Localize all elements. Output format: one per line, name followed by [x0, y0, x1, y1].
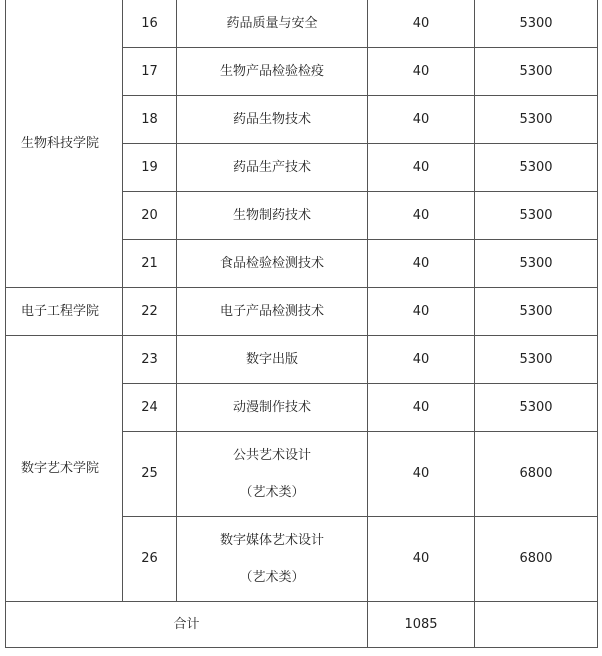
tuition-fee: 5300 [475, 48, 598, 96]
major-name: 动漫制作技术 [177, 384, 368, 432]
plan-count: 40 [368, 144, 475, 192]
tuition-fee: 5300 [475, 0, 598, 48]
row-number: 19 [123, 144, 177, 192]
row-number: 23 [123, 336, 177, 384]
total-label: 合计 [6, 602, 368, 648]
plan-count: 40 [368, 240, 475, 288]
plan-count: 40 [368, 432, 475, 517]
row-number: 17 [123, 48, 177, 96]
table-row [6, 0, 598, 48]
row-number: 24 [123, 384, 177, 432]
tuition-fee: 5300 [475, 240, 598, 288]
major-name: 数字出版 [177, 336, 368, 384]
row-number: 18 [123, 96, 177, 144]
plan-count: 40 [368, 96, 475, 144]
tuition-fee: 5300 [475, 192, 598, 240]
major-name: 药品生产技术 [177, 144, 368, 192]
tuition-fee: 6800 [475, 517, 598, 602]
major-name: 生物产品检验检疫 [177, 48, 368, 96]
tuition-fee: 5300 [475, 288, 598, 336]
major-name: 药品生物技术 [177, 96, 368, 144]
major-title: 数字媒体艺术设计 [219, 532, 324, 548]
row-number: 25 [123, 432, 177, 517]
plan-count: 40 [368, 288, 475, 336]
major-category-note: （艺术类） [239, 569, 305, 585]
major-category-note: （艺术类） [239, 484, 305, 500]
total-fee [475, 602, 598, 648]
table-row [6, 336, 598, 384]
plan-count: 40 [368, 48, 475, 96]
major-name [177, 517, 368, 602]
major-name: 食品检验检测技术 [177, 240, 368, 288]
college-cell: 电子工程学院 [6, 288, 123, 336]
row-number: 21 [123, 240, 177, 288]
total-row [6, 602, 598, 648]
table-row [6, 288, 598, 336]
major-name: 电子产品检测技术 [177, 288, 368, 336]
tuition-fee: 5300 [475, 144, 598, 192]
major-name: 药品质量与安全 [177, 0, 368, 48]
tuition-fee: 6800 [475, 432, 598, 517]
college-cell: 数字艺术学院 [6, 336, 123, 602]
row-number: 16 [123, 0, 177, 48]
major-name: 生物制药技术 [177, 192, 368, 240]
plan-count: 40 [368, 192, 475, 240]
enrollment-fee-table [5, 0, 598, 648]
total-plan-count: 1085 [368, 602, 475, 648]
plan-count: 40 [368, 384, 475, 432]
plan-count: 40 [368, 336, 475, 384]
major-title: 公共艺术设计 [232, 447, 311, 463]
tuition-fee: 5300 [475, 96, 598, 144]
row-number: 20 [123, 192, 177, 240]
college-cell: 生物科技学院 [6, 0, 123, 288]
major-name [177, 432, 368, 517]
plan-count: 40 [368, 517, 475, 602]
tuition-fee: 5300 [475, 336, 598, 384]
plan-count: 40 [368, 0, 475, 48]
row-number: 26 [123, 517, 177, 602]
row-number: 22 [123, 288, 177, 336]
tuition-fee: 5300 [475, 384, 598, 432]
